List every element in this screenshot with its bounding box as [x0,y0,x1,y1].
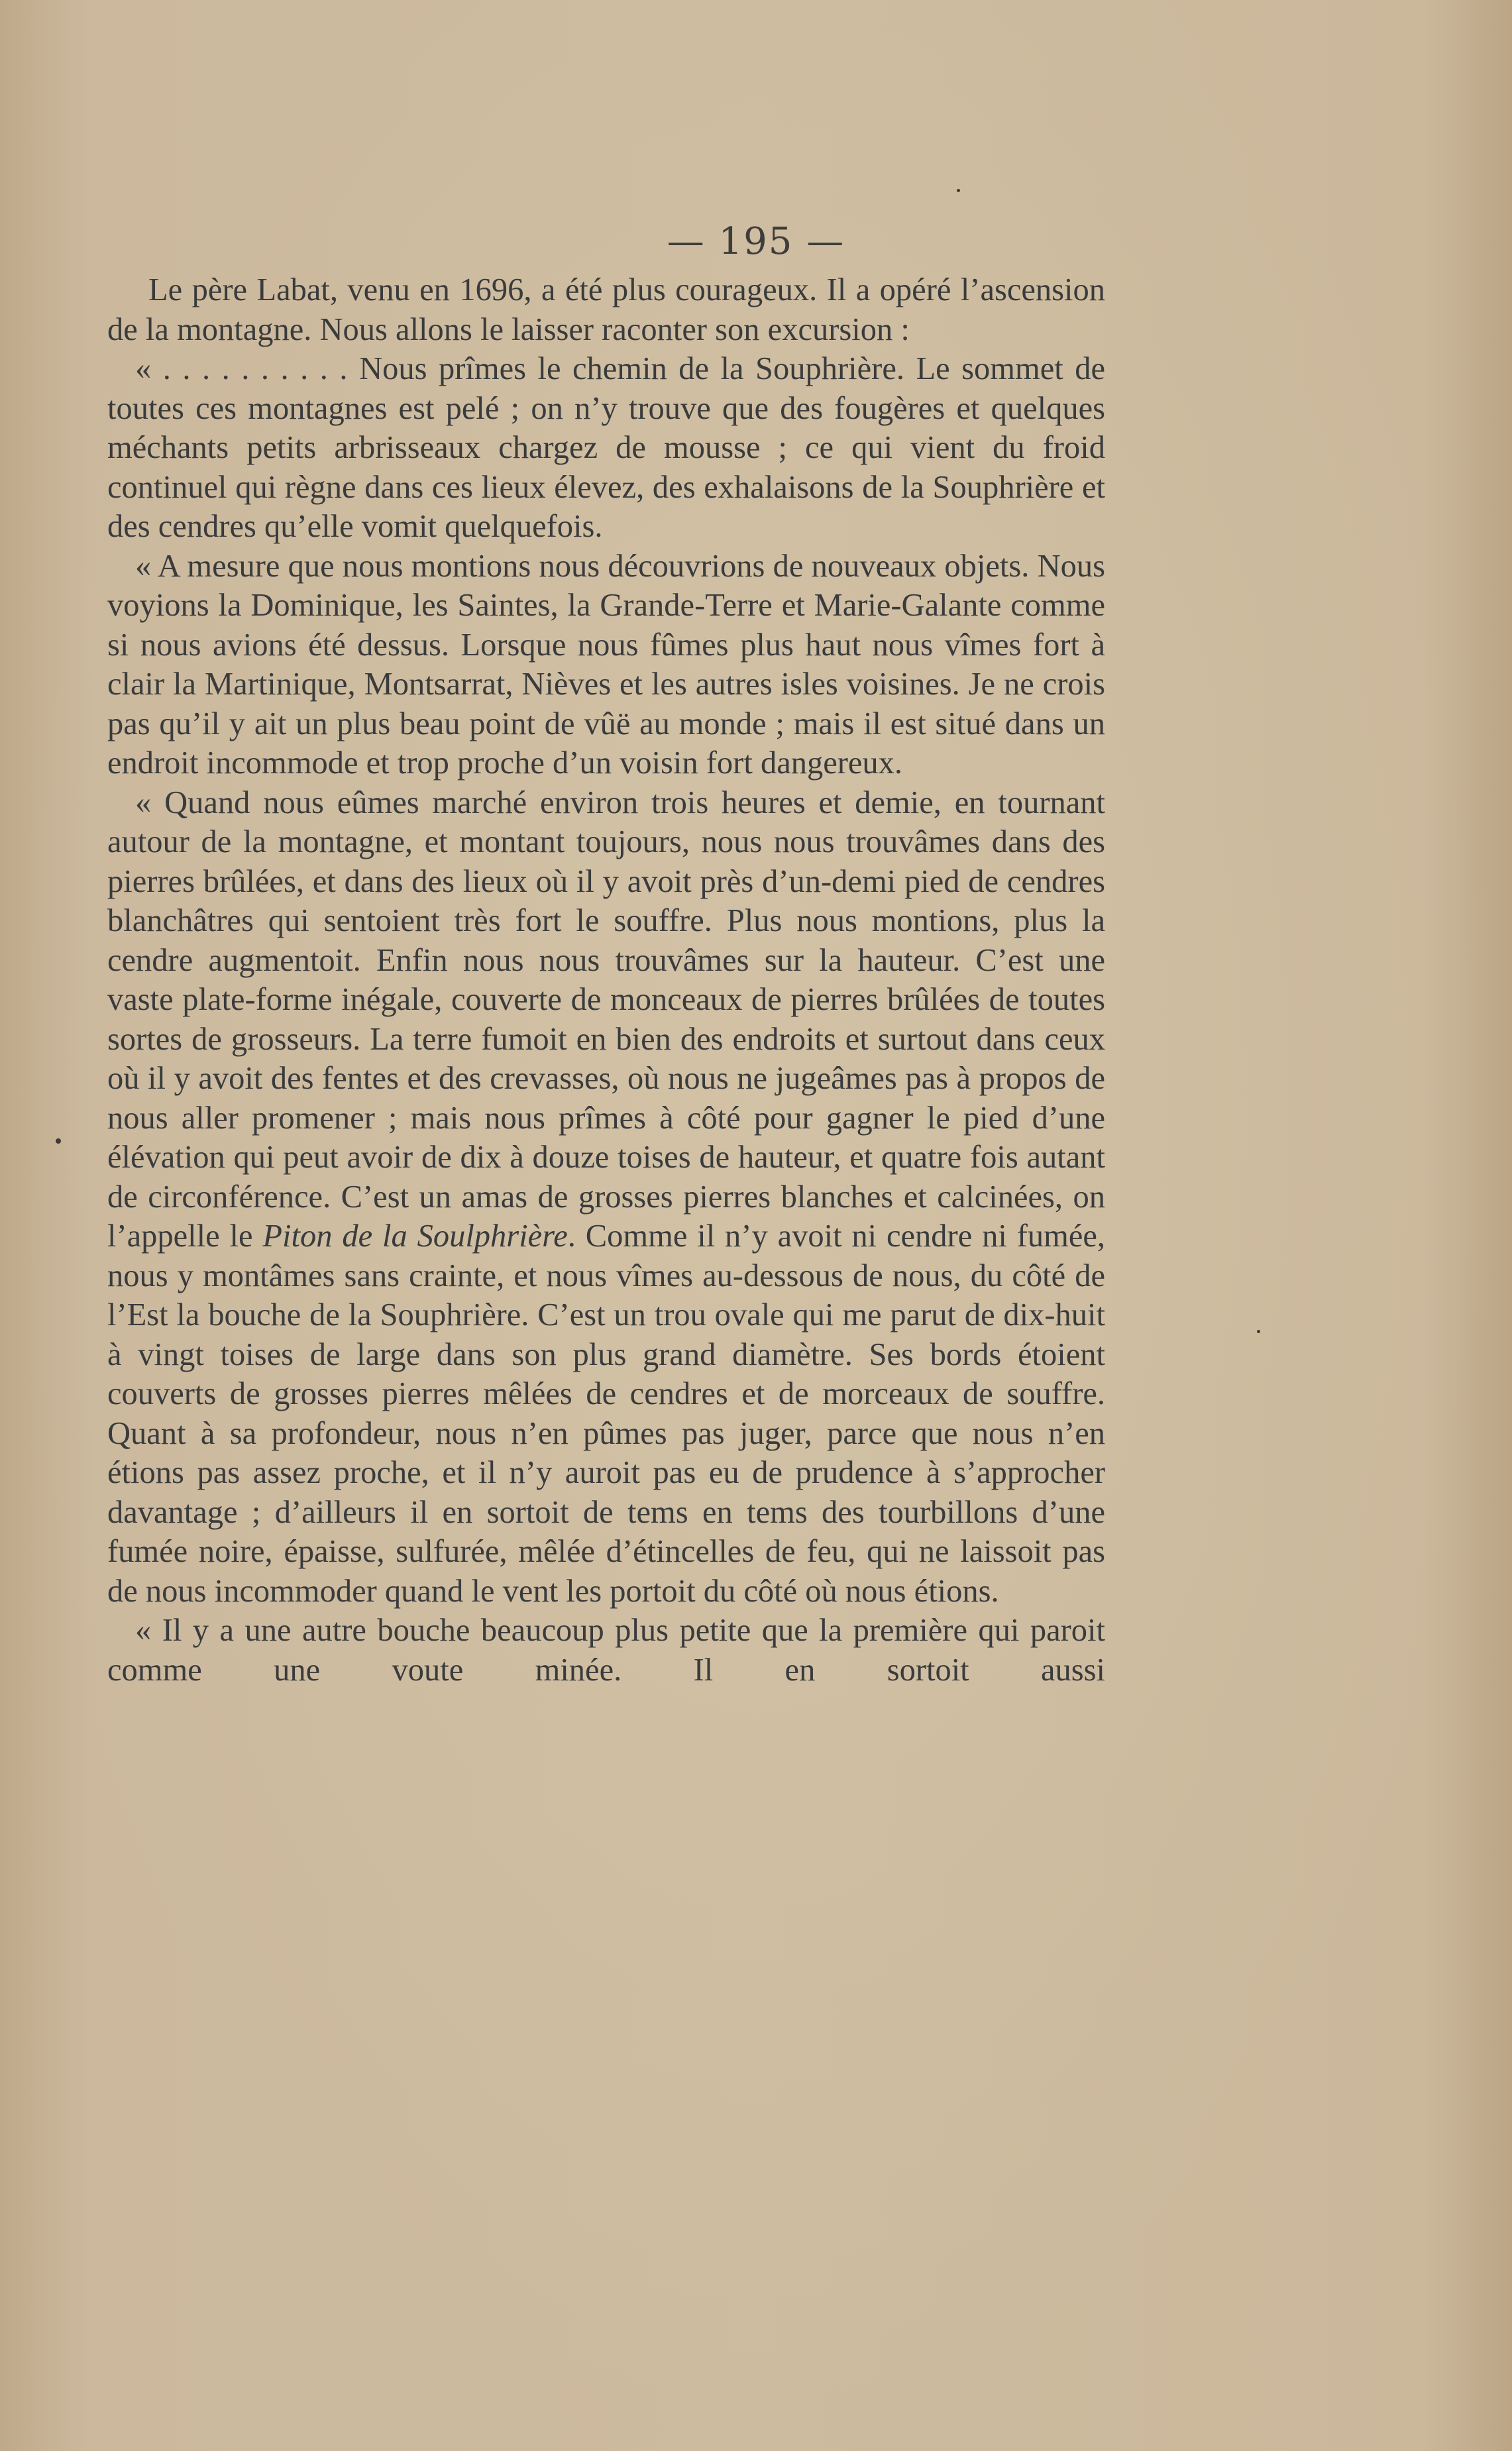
paragraph-4-part-1: « Quand nous eûmes marché environ trois heures et demie, en tournant autour de la montagne, et montant toujours, nous nous trouvâmes dans des pierres brûlées, et dans des lieux où il y avoit près d’un-demi pied de cendres blanchâtres qui sentoient très fort le souffre. Plus nous montions, plus la cendre augmentoit. Enfin nous nous trouvâmes sur la hauteur. C’est une vaste plate-forme inégale, couverte de monceaux de pierres brûlées de toutes sortes de grosseurs. La terre fumoit en bien des endroits et surtout dans ceux où il y avoit des fentes et des crevasses, où nous ne jugeâmes pas à propos de nous aller promener ; mais nous prîmes à côté pour gagner le pied d’une élévation qui peut avoir de dix à douze toises de hauteur, et quatre fois autant de circonférence. C’est un amas de grosses pierres blanches et calcinées, on l’appelle le [107,785,1105,1254]
paragraph-4 [107,783,1105,1611]
paper-speck [957,189,960,192]
paper-speck [56,1138,61,1144]
paragraph-2: « . . . . . . . . . . Nous prîmes le chemin de la Souphrière. Le sommet de toutes ces montagnes est pelé ; on n’y trouve que des fougères et quelques méchants petits arbrisseaux chargez de mousse ; ce qui vient du froid continuel qui règne dans ces lieux élevez, des exhalaisons de la Souphrière et des cendres qu’elle vomit quelquefois. [107,351,1105,544]
paper-speck [1257,1330,1260,1333]
page-number: — 195 — [667,220,845,263]
paragraph-4-italic-name: Piton de la Soulphrière [262,1219,568,1254]
paragraph-1: Le père Labat, venu en 1696, a été plus courageux. Il a opéré l’ascension de la montagne. Nous allons le laisser raconter son excursion : [107,272,1105,347]
page-body [107,270,1105,1690]
paragraph-4-part-2: . Comme il n’y avoit ni cendre ni fumée, nous y montâmes sans crainte, et nous vîmes au-dessous de nous, du côté de l’Est la bouche de la Souphrière. C’est un trou ovale qui me parut de dix-huit à vingt toises de large dans son plus grand diamètre. Ses bords étoient couverts de grosses pierres mêlées de cendres et de morceaux de souffre. Quant à sa profondeur, nous n’en pûmes pas juger, parce que nous n’en étions pas assez proche, et il n’y auroit pas eu de prudence à s’approcher davantage ; d’ailleurs il en sortoit de tems en tems des tourbillons d’une fumée noire, épaisse, sulfurée, mêlée d’étincelles de feu, qui ne laissoit pas de nous incommoder quand le vent les portoit du côté où nous étions. [107,1219,1106,1609]
paragraph-3: « A mesure que nous montions nous découvrions de nouveaux objets. Nous voyions la Dominique, les Saintes, la Grande-Terre et Marie-Galante comme si nous avions été dessus. Lorsque nous fûmes plus haut nous vîmes fort à clair la Martinique, Montsarrat, Nièves et les autres isles voisines. Je ne crois pas qu’il y ait un plus beau point de vûë au monde ; mais il est situé dans un endroit incommode et trop proche d’un voisin fort dangereux. [107,548,1105,781]
paragraph-5: « Il y a une autre bouche beaucoup plus petite que la première qui paroit comme une voute minée. Il en sortoit aussi [107,1613,1105,1688]
